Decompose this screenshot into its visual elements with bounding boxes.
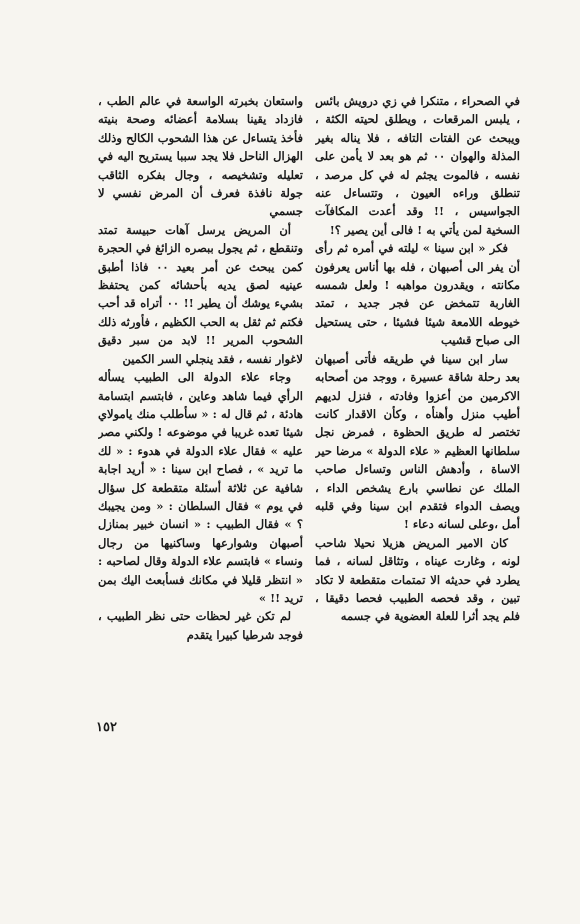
page-number: ١٥٢ <box>96 720 117 735</box>
left-column <box>98 92 303 742</box>
paragraph: فكر « ابن سينا » ليلته في أمره ثم رأى أن يفر الى أصبهان ، فله بها أناس يعرفون مكانته ، ويقدرون مواهبه ! ولعل شمسه الغاربة تتمخض عن فجر جديد ، تمتد خيوطه اللامعة شيئا فشيئا ، حتى يستحيل الى صباح قشيب <box>315 241 520 348</box>
paragraph: واستعان بخبرته الواسعة في عالم الطب ، فازداد يقينا بسلامة أعضائه وصحة بنيته فأخذ يتساءل عن هذا الشحوب الكالح وذلك الهزال الناحل فلا يجد سببا يستريح اليه في تعليله وتشخيصه ، وجال بفكره الثاقب جولة نافذة فعرف أن المرض نفسي لا جسمي <box>98 94 303 219</box>
paragraph: وجاء علاء الدولة الى الطبيب يسأله الرأي فيما شاهد وعاين ، فابتسم ابتسامة هادئة ، ثم قال له : « سأطلب منك يامولاي شيئا تعده غريبا في موضوعه ! ولكني مصر عليه » فقال علاء الدولة في هدوء : « لك ما تريد » ، فصاح ابن سينا : « أريد اجابة شافية عن ثلاثة أسئلة متقطعة كل سؤال في يوم » فقال السلطان : « ومن يجيبك ؟ » فقال الطبيب : « انسان خبير بمنازل أصبهان وشوارعها وساكنيها من رجال ونساء » فابتسم علاء الدولة وقال لصاحبه : « انتظر قليلا في مكانك فسأبعث اليك بمن تريد !! » <box>98 370 303 605</box>
paragraph: أن المريض يرسل آهات حبيسة تمتد وتنقطع ، ثم يجول ببصره الزائغ في الحجرة كمن يبحث عن أمر بعيد ٠٠ فاذا أطبق عينيه لصق يديه بأحشائه كمن يحتفظ بشيء يوشك أن يطير !! ٠٠ أتراه قد أحب فكتم ثم ثقل به الحب الكظيم ، فأورثه ذلك الشحوب المرير !! لابد من سبر دقيق لاغوار نفسه ، فقد ينجلي السر الكمين <box>98 222 303 366</box>
paragraph: كان الامير المريض هزيلا نحيلا شاحب لونه ، وغارت عيناه ، وتثاقل لسانه ، فما يطرد في حديثه الا تمتمات متقطعة لا تكاد تبين ، وقد فحصه الطبيب فحصا دقيقا ، فلم يجد أثرا للعلة العضوية في جسمه <box>315 535 520 624</box>
text-columns <box>98 92 520 742</box>
paragraph: لم تكن غير لحظات حتى نظر الطبيب ، فوجد شرطيا كبيرا يتقدم <box>98 609 303 642</box>
paragraph: سار ابن سينا في طريقه فأتى أصبهان بعد رحلة شاقة عسيرة ، ووجد من أصحابه الاكرمين من أعزوا وفادته ، فنزل لديهم أطيب منزل وأهنأه ، وكأن الاقدار كانت تختصر له طريق الحظوة ، فمرض نجل سلطانها العظيم « علاء الدولة » مرضا حير الاساة ، وأدهش الناس وتساءل صاحب الملك عن نطاسي بارع يشخص الداء ، ويصف الدواء فتقدم ابن سينا وفي قلبه أمل ،وعلى لسانه دعاء ! <box>315 351 520 532</box>
right-column <box>315 92 520 742</box>
paragraph: في الصحراء ، متنكرا في زي درويش بائس ، يلبس المرقعات ، ويطلق لحيته الكثة ، ويبحث عن الفتات التافه ، فلا يناله بغير المذلة والهوان ٠٠ ثم هو بعد لا يأمن على نفسه ، فالموت يجثم له في كل مرصد ، تنطلق وراءه العيون ، وتتساءل عنه الجواسيس ، !! وقد أعدت المكافآت السخية لمن يأتي به ! فالى أين يصير ؟! <box>315 94 520 237</box>
